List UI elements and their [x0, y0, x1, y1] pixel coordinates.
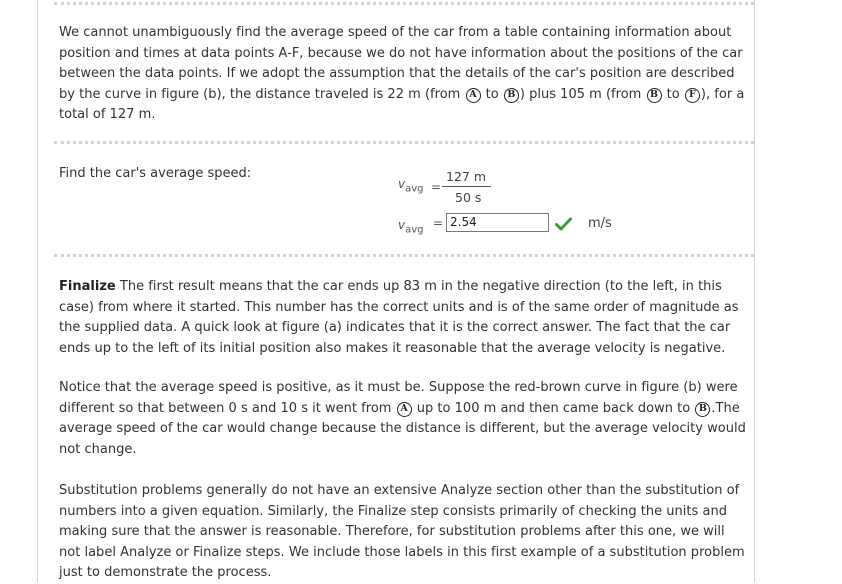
unit-label: m/s: [588, 216, 612, 231]
divider-2: [54, 141, 754, 144]
fraction-denominator: 50 s: [455, 190, 482, 205]
answer-input[interactable]: 2.54: [446, 213, 549, 232]
intro-text-1: We cannot unambiguously find the average speed of the car from a table containing information about position and times at data points A-F, because we do not have information about the positions of the car between the data points. If we adopt the assumption that the details of the car's position are described by the curve in figure (b), the distance traveled is 22 m (from: [59, 25, 743, 102]
notice-text-3: .The average speed of the car would change because the distance is different, but the average velocity would not change.: [59, 400, 746, 457]
finalize-paragraph: [59, 277, 749, 359]
point-a-icon: A: [397, 402, 412, 417]
equals-sign-1: =: [431, 180, 442, 194]
speed-prompt: Find the car's average speed:: [59, 166, 252, 181]
finalize-heading: Finalize: [59, 279, 116, 294]
equals-sign-2: =: [433, 216, 444, 230]
divider-3: [54, 254, 754, 257]
intro-text-3: ) plus 105 m (from: [519, 86, 642, 102]
fraction-bar: [442, 186, 491, 187]
intro-text-5: ), for a total of 127 m.: [59, 86, 745, 122]
fraction-numerator: 127 m: [446, 169, 487, 184]
point-a-icon: A: [466, 88, 481, 103]
point-b-icon: B: [504, 88, 519, 103]
intro-paragraph: [59, 23, 749, 126]
point-b-icon: B: [647, 88, 662, 103]
vavg-symbol-2: $v_{avg}$: [398, 218, 424, 236]
notice-text-1: Notice that the average speed is positive, as it must be. Suppose the red-brown curve in figure (b) were different so that between 0 s and 10 s it went from: [59, 380, 738, 416]
divider-top: [54, 2, 754, 5]
point-b-icon: B: [695, 402, 710, 417]
correct-check-icon: [555, 217, 572, 231]
intro-text-4: to: [666, 86, 680, 102]
vavg-symbol-1: $v_{avg}$: [398, 177, 424, 195]
substitution-text: Substitution problems generally do not have an extensive Analyze section other than the substitution of numbers into a given equation. Similarly, the Finalize step consists primarily of checking the units and making sure that the answer is reasonable. Therefore, for substitution problems after this one, we will not label Analyze or Finalize steps. We include those labels in this first example of a substitution problem just to demonstrate the process.: [59, 483, 745, 580]
notice-text-2: up to 100 m and then came back down to: [416, 400, 691, 416]
point-f-icon: F: [685, 88, 700, 103]
intro-text-2: to: [485, 86, 499, 102]
notice-paragraph: [59, 378, 749, 460]
finalize-text: The first result means that the car ends up 83 m in the negative direction (to the left, in this case) from where it started. This number has the correct units and is of the same order of magnitude as the supplied data. A quick look at figure (a) indicates that it is the correct answer. The fact that the car ends up to the left of its initial position also makes it reasonable that the average velocity is negative.: [59, 279, 739, 356]
substitution-paragraph: [59, 481, 749, 584]
